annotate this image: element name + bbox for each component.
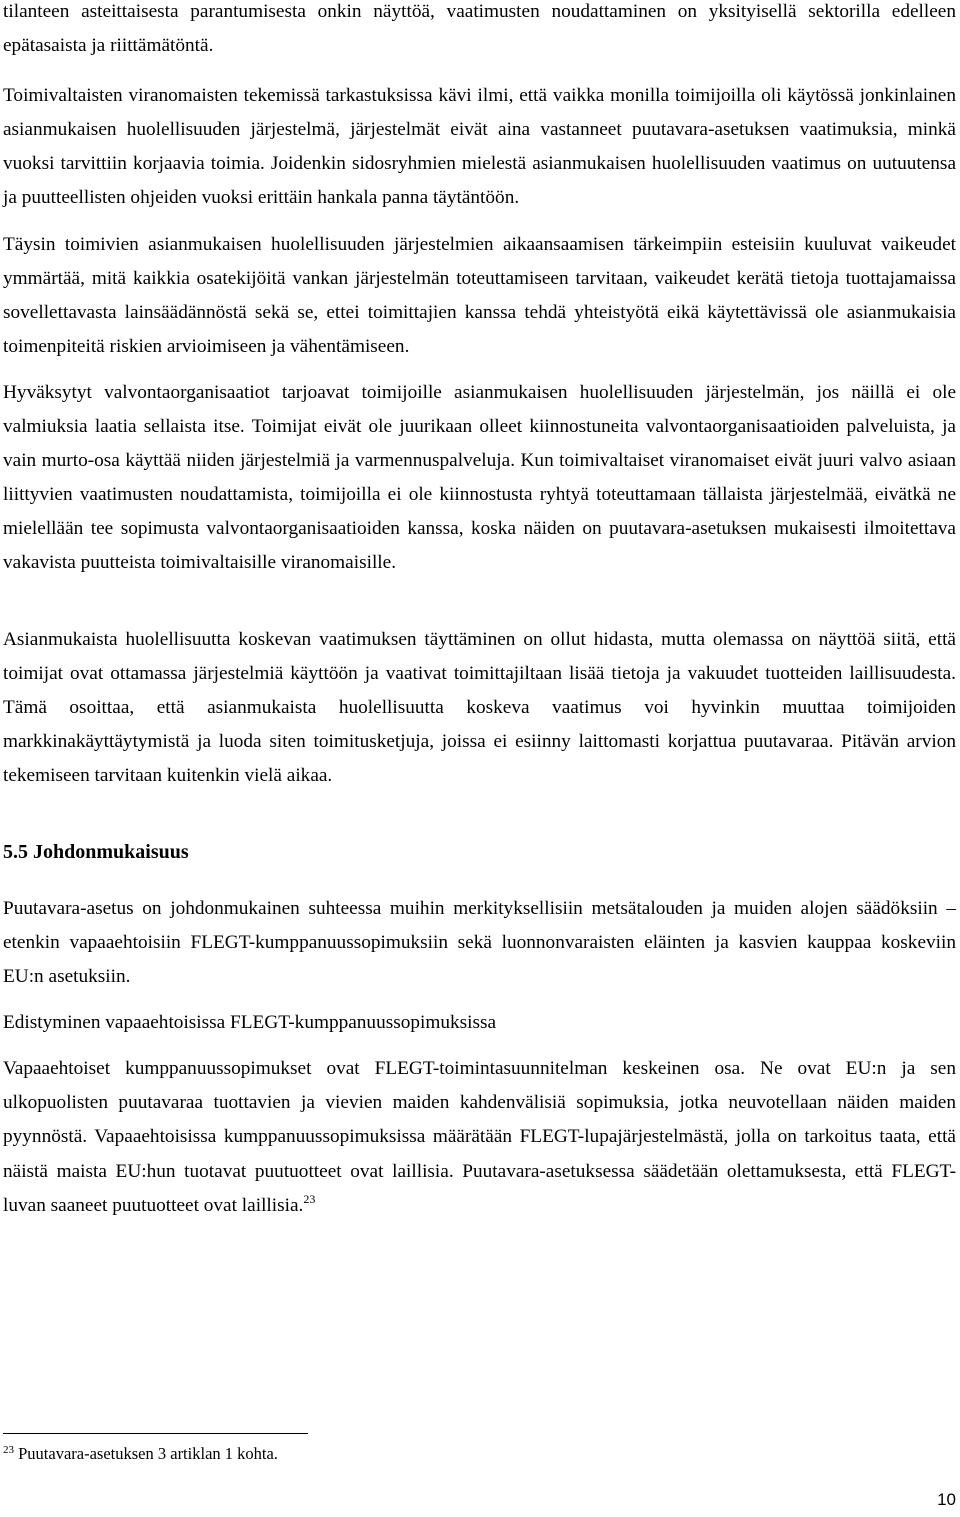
footnote-text: Puutavara-asetuksen 3 artiklan 1 kohta.	[18, 1444, 278, 1463]
paragraph-7-text: Vapaaehtoiset kumppanuussopimukset ovat FLEGT-toimintasuunnitelman keskeinen osa. Ne ovat EU:n ja sen ulkopuolisten puutavaraa tuottavien ja vievien maiden kahdenvälisiä sopimuksia, jotka neuvotellaan näiden maiden pyynnöstä. Vapaaehtoisissa kumppanuussopimuksissa määrätään FLEGT-lupajärjestelmästä, jolla on tarkoitus taata, että näistä maista EU:hun tuotavat puutuotteet ovat laillisia. Puutavara-asetuksessa säädetään olettamuksesta, että FLEGT-luvan saaneet puutuotteet ovat laillisia.	[3, 1058, 956, 1216]
paragraph-6: Puutavara-asetus on johdonmukainen suhteessa muihin merkityksellisiin metsätalouden ja muiden alojen säädöksiin – etenkin vapaaehtoisiin FLEGT-kumppanuussopimuksiin sekä luonnonvaraisten eläinten ja kasvien kauppaa koskeviin EU:n asetuksiin.	[3, 897, 956, 988]
section-heading: 5.5 Johdonmukaisuus	[3, 840, 189, 863]
paragraph-7	[3, 1052, 956, 1222]
footnote-reference[interactable]: 23	[303, 1191, 316, 1206]
footnote	[3, 1442, 278, 1466]
footnote-separator	[3, 1433, 308, 1434]
paragraph-3: Täysin toimivien asianmukaisen huolellisuuden järjestelmien aikaansaamisen tärkeimpiin esteisiin kuuluvat vaikeudet ymmärtää, mitä kaikkia osatekijöitä vankan järjestelmän toteuttamiseen tarvitaan, vaikeudet kerätä tietoja tuottajamaissa sovellettavasta lainsäädännöstä sekä se, ettei toimittajien kanssa tehdä yhteistyötä eikä käytettävissä ole asianmukaisia toimenpiteitä riskien arvioimiseen ja vähentämiseen.	[3, 233, 956, 357]
paragraph-1: tilanteen asteittaisesta parantumisesta onkin näyttöä, vaatimusten noudattaminen on yksityisellä sektorilla edelleen epätasaista ja riittämätöntä.	[3, 1, 956, 57]
paragraph-5: Asianmukaista huolellisuutta koskevan vaatimuksen täyttäminen on ollut hidasta, mutta olemassa on näyttöä siitä, että toimijat ovat ottamassa järjestelmiä käyttöön ja vaativat toimittajiltaan lisää tietoja ja vakuudet tuotteiden laillisuudesta. Tämä osoittaa, että asianmukaista huolellisuutta koskeva vaatimus voi hyvinkin muuttaa toimijoiden markkinakäyttäytymistä ja luoda siten toimitusketjuja, joissa ei esiinny laittomasti korjattua puutavaraa. Pitävän arvion tekemiseen tarvitaan kuitenkin vielä aikaa.	[3, 628, 956, 786]
page-number: 10	[937, 1490, 956, 1509]
subsection-heading: Edistyminen vapaaehtoisissa FLEGT-kumppanuussopimuksissa	[3, 1012, 497, 1034]
footnote-marker: 23	[3, 1444, 14, 1456]
paragraph-4: Hyväksytyt valvontaorganisaatiot tarjoavat toimijoille asianmukaisen huolellisuuden järjestelmän, jos näillä ei ole valmiuksia laatia sellaista itse. Toimijat eivät ole juurikaan olleet kiinnostuneita valvontaorganisaatioiden palveluista, ja vain murto-osa käyttää niiden järjestelmiä ja varmennuspalveluja. Kun toimivaltaiset viranomaiset eivät juuri valvo asiaan liittyvien vaatimusten noudattamista, toimijoilla ei ole kiinnostusta ryhtyä toteuttamaan tällaista järjestelmää, eivätkä ne mielellään tee sopimusta valvontaorganisaatioiden kanssa, koska näiden on puutavara-asetuksen mukaisesti ilmoitettava vakavista puutteista toimivaltaisille viranomaisille.	[3, 381, 956, 574]
paragraph-2: Toimivaltaisten viranomaisten tekemissä tarkastuksissa kävi ilmi, että vaikka monilla toimijoilla oli käytössä jonkinlainen asianmukaisen huolellisuuden järjestelmä, järjestelmät eivät aina vastanneet puutavara-asetuksen vaatimuksia, minkä vuoksi tarvittiin korjaavia toimia. Joidenkin sidosryhmien mielestä asianmukaisen huolellisuuden vaatimus on uutuutensa ja puutteellisten ohjeiden vuoksi erittäin hankala panna täytäntöön.	[3, 85, 956, 209]
